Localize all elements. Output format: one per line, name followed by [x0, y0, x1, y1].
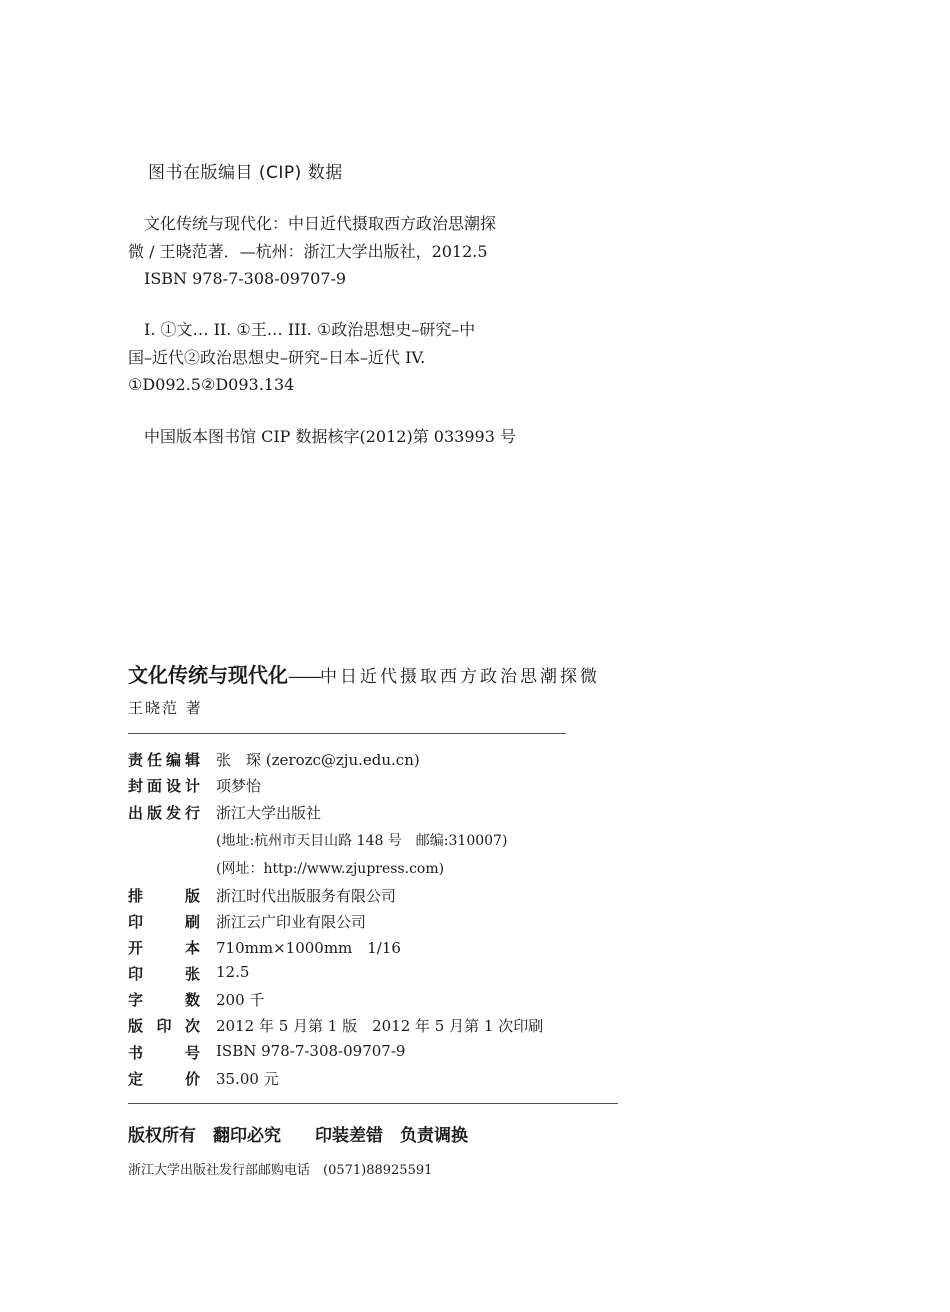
- book-subtitle: 中日近代摄取西方政治思潮探微: [320, 667, 600, 687]
- info-label: 开本: [128, 939, 200, 957]
- info-value: (地址:杭州市天目山路 148 号 邮编:310007): [216, 833, 508, 849]
- info-label: 印刷: [128, 913, 200, 931]
- cip-line: ISBN 978-7-308-09707-9: [128, 269, 347, 288]
- book-title-dash: ——: [288, 666, 320, 687]
- cip-line: ①D092.5②D093.134: [128, 375, 295, 394]
- cip-heading: 图书在版编目 (CIP) 数据: [148, 163, 343, 183]
- cip-line: 微 / 王晓范著．—杭州：浙江大学出版社，2012.5: [128, 242, 488, 261]
- info-label: 责任编辑: [128, 751, 200, 769]
- cip-line: I. ①文… II. ①王… III. ①政治思想史–研究–中: [128, 320, 476, 339]
- info-label: 书号: [128, 1044, 200, 1062]
- cip-line: 文化传统与现代化：中日近代摄取西方政治思潮探: [128, 214, 497, 233]
- info-value: 张 琛 (zerozc@zju.edu.cn): [216, 751, 420, 769]
- info-value: 35.00 元: [216, 1070, 279, 1088]
- info-label: 排版: [128, 887, 200, 905]
- info-label: 封面设计: [128, 777, 200, 795]
- divider: [128, 733, 566, 734]
- info-label: 字数: [128, 991, 200, 1009]
- info-value: 浙江大学出版社: [216, 804, 322, 822]
- author: 王晓范 著: [128, 699, 203, 717]
- info-value: (网址：http://www.zjupress.com): [216, 861, 445, 877]
- info-label: 版印次: [128, 1017, 200, 1035]
- mail-order-phone: 浙江大学出版社发行部邮购电话 (0571)88925591: [128, 1163, 433, 1178]
- info-label: 出版发行: [128, 804, 200, 822]
- info-value: ISBN 978-7-308-09707-9: [216, 1042, 406, 1060]
- info-value: 项梦怡: [216, 777, 262, 795]
- book-title: [128, 659, 600, 688]
- book-title-main: 文化传统与现代化: [128, 663, 288, 687]
- info-value: 200 千: [216, 991, 265, 1009]
- info-value: 浙江云广印业有限公司: [216, 913, 367, 931]
- info-value: 12.5: [216, 963, 250, 981]
- info-value: 2012 年 5 月第 1 版 2012 年 5 月第 1 次印刷: [216, 1017, 544, 1035]
- info-label: 印张: [128, 965, 200, 983]
- info-value: 710mm×1000mm 1/16: [216, 939, 401, 957]
- cip-line: 国–近代②政治思想史–研究–日本–近代 IV.: [128, 348, 426, 367]
- info-value: 浙江时代出版服务有限公司: [216, 887, 397, 905]
- rights-notice: 版权所有 翻印必究 印装差错 负责调换: [128, 1126, 468, 1146]
- info-label: 定价: [128, 1070, 200, 1088]
- cip-line: 中国版本图书馆 CIP 数据核字(2012)第 033993 号: [128, 427, 516, 446]
- divider: [128, 1103, 618, 1104]
